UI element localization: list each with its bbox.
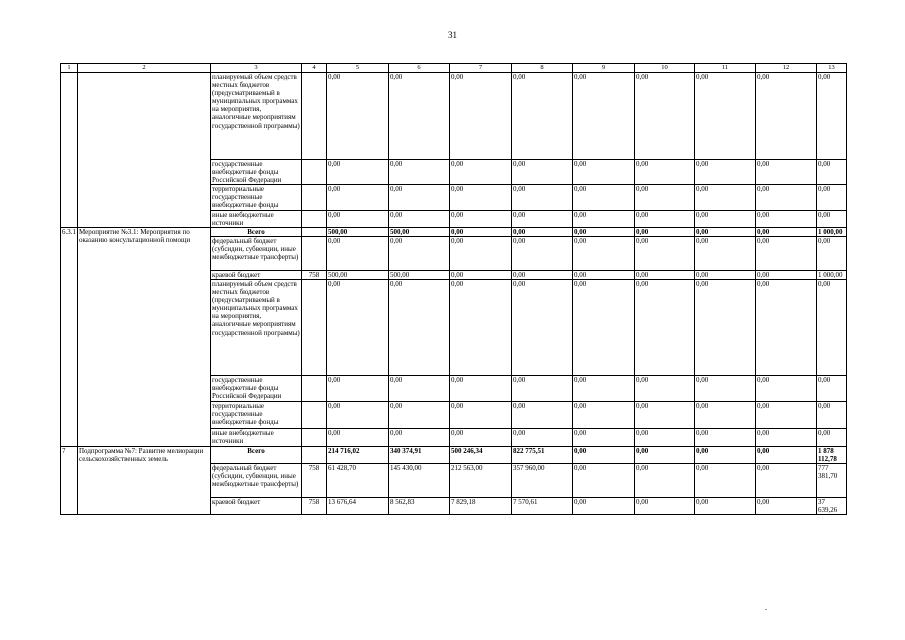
- amount-cell: 0,00: [756, 270, 817, 279]
- grbs-code-cell: [302, 428, 327, 446]
- amount-cell: 0,00: [817, 73, 847, 160]
- amount-cell: 0,00: [389, 73, 450, 160]
- amount-cell: 212 563,00: [450, 464, 512, 498]
- grbs-code-cell: [302, 236, 327, 270]
- column-number: 5: [327, 64, 389, 73]
- grbs-code-cell: [302, 446, 327, 463]
- grbs-code-cell: 758: [302, 270, 327, 279]
- column-number: 11: [695, 64, 756, 73]
- grbs-code-cell: [302, 185, 327, 210]
- amount-cell: 0,00: [635, 210, 695, 227]
- amount-cell: 0,00: [756, 227, 817, 236]
- amount-cell: 0,00: [695, 428, 756, 446]
- column-number: 3: [211, 64, 302, 73]
- amount-cell: 0,00: [635, 279, 695, 375]
- amount-cell: 0,00: [695, 464, 756, 498]
- amount-cell: 0,00: [695, 73, 756, 160]
- amount-cell: 0,00: [450, 73, 512, 160]
- grbs-code-cell: 758: [302, 464, 327, 498]
- column-number: 4: [302, 64, 327, 73]
- amount-cell: 0,00: [695, 160, 756, 185]
- amount-cell: 0,00: [389, 401, 450, 428]
- amount-cell: 0,00: [327, 210, 389, 227]
- amount-cell: 0,00: [450, 227, 512, 236]
- amount-cell: 0,00: [327, 428, 389, 446]
- amount-cell: 500 246,34: [450, 446, 512, 463]
- amount-cell: 0,00: [756, 375, 817, 401]
- amount-cell: 0,00: [756, 428, 817, 446]
- amount-cell: 0,00: [389, 185, 450, 210]
- amount-cell: 340 374,91: [389, 446, 450, 463]
- amount-cell: 0,00: [695, 446, 756, 463]
- amount-cell: 0,00: [573, 227, 635, 236]
- amount-cell: 777 381,70: [817, 464, 847, 498]
- amount-cell: 0,00: [695, 270, 756, 279]
- column-number: 13: [817, 64, 847, 73]
- funding-source-cell: краевой бюджет: [211, 270, 302, 279]
- amount-cell: 0,00: [695, 236, 756, 270]
- grbs-code-cell: [302, 227, 327, 236]
- amount-cell: 0,00: [573, 401, 635, 428]
- amount-cell: 0,00: [512, 210, 573, 227]
- amount-cell: 0,00: [327, 279, 389, 375]
- row-code-cell: [61, 73, 78, 228]
- amount-cell: 0,00: [573, 236, 635, 270]
- amount-cell: 0,00: [512, 428, 573, 446]
- amount-cell: 0,00: [817, 185, 847, 210]
- grbs-code-cell: [302, 401, 327, 428]
- amount-cell: 0,00: [450, 236, 512, 270]
- total-row: [61, 446, 847, 463]
- amount-cell: 0,00: [512, 160, 573, 185]
- amount-cell: 0,00: [756, 210, 817, 227]
- column-number: 2: [78, 64, 211, 73]
- grbs-code-cell: 758: [302, 498, 327, 515]
- amount-cell: 0,00: [573, 270, 635, 279]
- amount-cell: 214 716,02: [327, 446, 389, 463]
- amount-cell: 0,00: [635, 270, 695, 279]
- amount-cell: 0,00: [695, 375, 756, 401]
- amount-cell: 0,00: [635, 464, 695, 498]
- amount-cell: 0,00: [817, 428, 847, 446]
- amount-cell: 0,00: [573, 185, 635, 210]
- amount-cell: 0,00: [327, 236, 389, 270]
- amount-cell: 0,00: [327, 160, 389, 185]
- table-row: [61, 73, 847, 160]
- amount-cell: 1 878 112,78: [817, 446, 847, 463]
- grbs-code-cell: [302, 279, 327, 375]
- funding-source-cell: федеральный бюджет (субсидии, субвенции, иные межбюджетные трансферты): [211, 236, 302, 270]
- amount-cell: 0,00: [450, 160, 512, 185]
- column-number: 9: [573, 64, 635, 73]
- amount-cell: 0,00: [756, 401, 817, 428]
- amount-cell: 7 570,61: [512, 498, 573, 515]
- amount-cell: 0,00: [573, 428, 635, 446]
- amount-cell: 0,00: [695, 227, 756, 236]
- amount-cell: 0,00: [635, 428, 695, 446]
- column-number: 1: [61, 64, 78, 73]
- amount-cell: 0,00: [389, 279, 450, 375]
- grbs-code-cell: [302, 375, 327, 401]
- funding-source-cell: государственные внебюджетные фонды Российской Федерации: [211, 160, 302, 185]
- amount-cell: 0,00: [450, 375, 512, 401]
- funding-source-cell: территориальные государственные внебюджетные фонды: [211, 185, 302, 210]
- amount-cell: 0,00: [635, 160, 695, 185]
- amount-cell: 0,00: [512, 227, 573, 236]
- funding-source-cell: Всего: [211, 446, 302, 463]
- amount-cell: 0,00: [573, 375, 635, 401]
- column-number: 10: [635, 64, 695, 73]
- amount-cell: 0,00: [635, 236, 695, 270]
- amount-cell: 0,00: [512, 185, 573, 210]
- column-number: 7: [450, 64, 512, 73]
- grbs-code-cell: [302, 160, 327, 185]
- amount-cell: 0,00: [573, 210, 635, 227]
- amount-cell: 0,00: [573, 464, 635, 498]
- amount-cell: 0,00: [389, 428, 450, 446]
- funding-source-cell: территориальные государственные внебюджетные фонды: [211, 401, 302, 428]
- grbs-code-cell: [302, 73, 327, 160]
- amount-cell: 0,00: [450, 210, 512, 227]
- scan-speck: [765, 609, 767, 610]
- amount-cell: 0,00: [450, 401, 512, 428]
- page-number: 31: [448, 30, 457, 40]
- amount-cell: 8 562,83: [389, 498, 450, 515]
- row-name-cell: [78, 73, 211, 228]
- amount-cell: 357 960,00: [512, 464, 573, 498]
- row-name-cell: Мероприятие №3.1: Мероприятия по оказанию консультационной помощи: [78, 227, 211, 446]
- column-number: 12: [756, 64, 817, 73]
- amount-cell: 0,00: [389, 210, 450, 227]
- amount-cell: 0,00: [756, 160, 817, 185]
- amount-cell: 0,00: [635, 185, 695, 210]
- amount-cell: 0,00: [512, 375, 573, 401]
- amount-cell: 0,00: [327, 185, 389, 210]
- row-code-cell: 7: [61, 446, 78, 514]
- total-row: [61, 227, 847, 236]
- column-number: 8: [512, 64, 573, 73]
- funding-source-cell: планируемый объем средств местных бюджетов (предусматриваемый в муниципальных программах на мероприятия, аналогичные мероприятиям государственной программы): [211, 73, 302, 160]
- amount-cell: 0,00: [756, 498, 817, 515]
- amount-cell: 0,00: [695, 210, 756, 227]
- amount-cell: 0,00: [573, 498, 635, 515]
- amount-cell: 1 000,00: [817, 270, 847, 279]
- amount-cell: 0,00: [817, 236, 847, 270]
- amount-cell: 0,00: [756, 236, 817, 270]
- amount-cell: 0,00: [389, 160, 450, 185]
- funding-source-cell: иные внебюджетные источники: [211, 210, 302, 227]
- amount-cell: 0,00: [573, 160, 635, 185]
- amount-cell: 61 428,70: [327, 464, 389, 498]
- funding-source-cell: Всего: [211, 227, 302, 236]
- amount-cell: 0,00: [573, 279, 635, 375]
- amount-cell: 145 430,00: [389, 464, 450, 498]
- amount-cell: 0,00: [635, 401, 695, 428]
- amount-cell: 500,00: [389, 270, 450, 279]
- amount-cell: 0,00: [389, 236, 450, 270]
- amount-cell: 37 639,26: [817, 498, 847, 515]
- amount-cell: 0,00: [756, 464, 817, 498]
- amount-cell: 0,00: [756, 279, 817, 375]
- amount-cell: 0,00: [817, 210, 847, 227]
- amount-cell: 0,00: [817, 279, 847, 375]
- amount-cell: 822 775,51: [512, 446, 573, 463]
- amount-cell: 0,00: [512, 279, 573, 375]
- amount-cell: 0,00: [327, 73, 389, 160]
- amount-cell: 0,00: [756, 73, 817, 160]
- amount-cell: 0,00: [695, 185, 756, 210]
- amount-cell: 0,00: [756, 185, 817, 210]
- table-body: [61, 64, 847, 515]
- amount-cell: 0,00: [512, 401, 573, 428]
- amount-cell: 0,00: [817, 160, 847, 185]
- amount-cell: 0,00: [635, 227, 695, 236]
- amount-cell: 500,00: [327, 270, 389, 279]
- funding-source-cell: краевой бюджет: [211, 498, 302, 515]
- amount-cell: 0,00: [450, 428, 512, 446]
- amount-cell: 0,00: [817, 401, 847, 428]
- amount-cell: 1 000,00: [817, 227, 847, 236]
- amount-cell: 7 829,18: [450, 498, 512, 515]
- column-number: 6: [389, 64, 450, 73]
- row-name-cell: Подпрограмма №7: Развитие мелиорации сельскохозяйственных земель: [78, 446, 211, 514]
- amount-cell: 0,00: [635, 73, 695, 160]
- amount-cell: 0,00: [635, 498, 695, 515]
- amount-cell: 0,00: [695, 279, 756, 375]
- grbs-code-cell: [302, 210, 327, 227]
- amount-cell: 0,00: [327, 401, 389, 428]
- amount-cell: 0,00: [450, 270, 512, 279]
- amount-cell: 0,00: [512, 270, 573, 279]
- budget-table: [60, 63, 847, 515]
- amount-cell: 0,00: [573, 73, 635, 160]
- amount-cell: 0,00: [695, 401, 756, 428]
- funding-source-cell: планируемый объем средств местных бюджетов (предусматриваемый в муниципальных программах на мероприятия, аналогичные мероприятиям государственной программы): [211, 279, 302, 375]
- amount-cell: 0,00: [389, 375, 450, 401]
- amount-cell: 0,00: [635, 446, 695, 463]
- row-code-cell: 6.3.1: [61, 227, 78, 446]
- amount-cell: 13 676,64: [327, 498, 389, 515]
- amount-cell: 0,00: [450, 279, 512, 375]
- amount-cell: 0,00: [327, 375, 389, 401]
- amount-cell: 0,00: [635, 375, 695, 401]
- amount-cell: 500,00: [389, 227, 450, 236]
- amount-cell: 0,00: [450, 185, 512, 210]
- funding-source-cell: иные внебюджетные источники: [211, 428, 302, 446]
- column-number-row: [61, 64, 847, 73]
- amount-cell: 0,00: [756, 446, 817, 463]
- amount-cell: 0,00: [817, 375, 847, 401]
- amount-cell: 0,00: [695, 498, 756, 515]
- amount-cell: 0,00: [573, 446, 635, 463]
- amount-cell: 500,00: [327, 227, 389, 236]
- funding-source-cell: государственные внебюджетные фонды Российской Федерации: [211, 375, 302, 401]
- funding-source-cell: федеральный бюджет (субсидии, субвенции, иные межбюджетные трансферты): [211, 464, 302, 498]
- amount-cell: 0,00: [512, 236, 573, 270]
- amount-cell: 0,00: [512, 73, 573, 160]
